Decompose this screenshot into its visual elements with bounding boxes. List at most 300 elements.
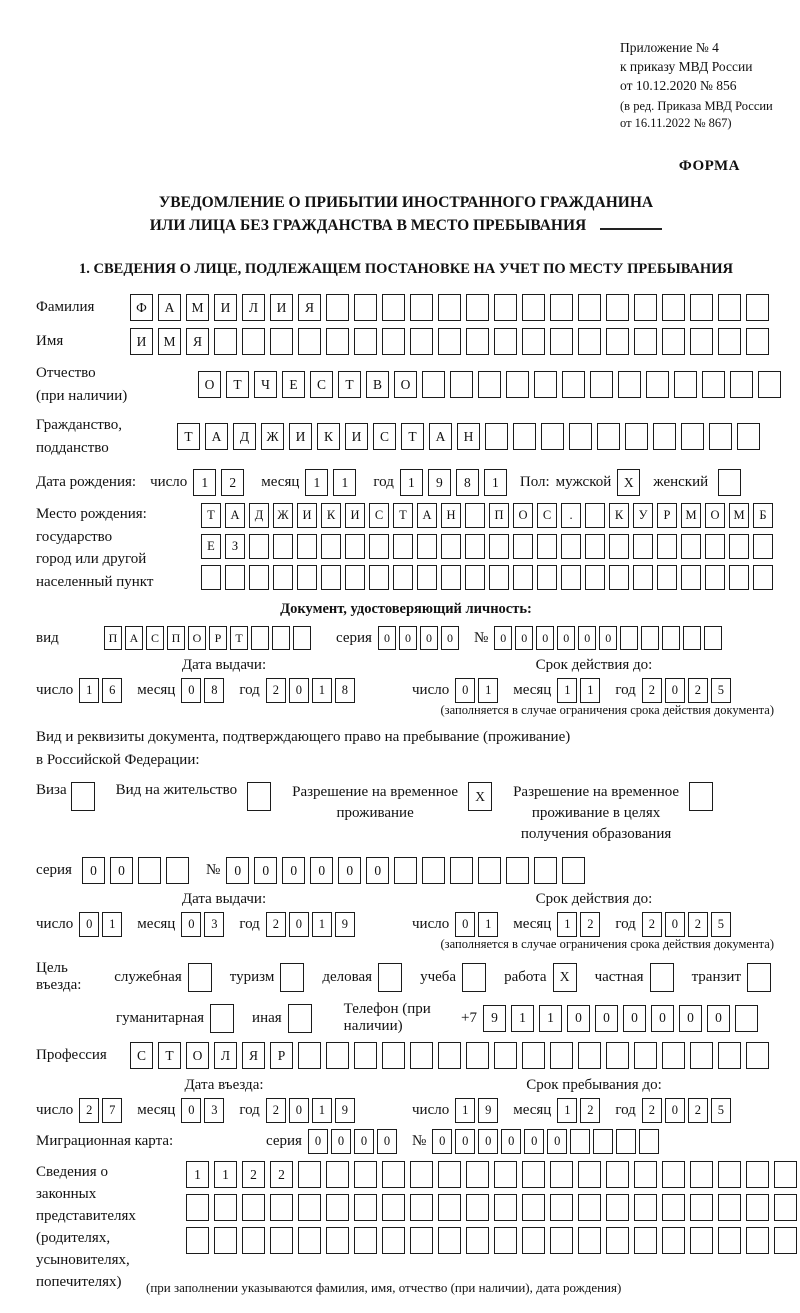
char-cell[interactable] (466, 1161, 489, 1188)
char-cell[interactable] (242, 1227, 265, 1254)
char-cell[interactable] (634, 1161, 657, 1188)
char-cell[interactable]: 1 (102, 912, 122, 937)
char-cell[interactable] (466, 1042, 489, 1069)
char-cell[interactable] (462, 963, 486, 992)
char-cell[interactable] (758, 371, 781, 398)
char-cell[interactable]: 3 (204, 912, 224, 937)
char-cell[interactable] (382, 1042, 405, 1069)
char-cell[interactable] (653, 423, 676, 450)
char-cell[interactable] (378, 963, 402, 992)
char-cell[interactable]: Т (226, 371, 249, 398)
char-cell[interactable]: 2 (266, 1098, 286, 1123)
char-cell[interactable] (249, 565, 269, 590)
char-cell[interactable] (201, 565, 221, 590)
char-cell[interactable] (657, 534, 677, 559)
char-cell[interactable]: И (214, 294, 237, 321)
char-cell[interactable] (394, 857, 417, 884)
char-cell[interactable] (625, 423, 648, 450)
char-cell[interactable]: С (310, 371, 333, 398)
char-cell[interactable]: 0 (181, 912, 201, 937)
char-cell[interactable] (561, 565, 581, 590)
char-cell[interactable] (450, 371, 473, 398)
char-cell[interactable] (466, 328, 489, 355)
char-cell[interactable] (578, 1161, 601, 1188)
char-cell[interactable] (417, 534, 437, 559)
char-cell[interactable]: Р (270, 1042, 293, 1069)
char-cell[interactable]: Б (753, 503, 773, 528)
char-cell[interactable]: 9 (478, 1098, 498, 1123)
char-cell[interactable] (690, 1161, 713, 1188)
char-cell[interactable]: У (633, 503, 653, 528)
char-cell[interactable]: А (205, 423, 228, 450)
char-cell[interactable] (288, 1004, 312, 1033)
char-cell[interactable] (774, 1161, 797, 1188)
char-cell[interactable]: 1 (557, 1098, 577, 1123)
char-cell[interactable]: 9 (483, 1005, 506, 1032)
char-cell[interactable] (634, 1194, 657, 1221)
char-cell[interactable] (410, 1161, 433, 1188)
char-cell[interactable] (326, 1042, 349, 1069)
char-cell[interactable] (578, 1194, 601, 1221)
char-cell[interactable] (186, 1194, 209, 1221)
char-cell[interactable] (634, 1042, 657, 1069)
char-cell[interactable]: Т (338, 371, 361, 398)
char-cell[interactable] (650, 963, 674, 992)
char-cell[interactable]: 1 (400, 469, 423, 496)
char-cell[interactable]: Т (230, 626, 248, 650)
char-cell[interactable]: 2 (580, 1098, 600, 1123)
char-cell[interactable] (550, 328, 573, 355)
char-cell[interactable] (534, 371, 557, 398)
char-cell[interactable]: X (617, 469, 640, 496)
char-cell[interactable] (298, 1042, 321, 1069)
char-cell[interactable]: 2 (270, 1161, 293, 1188)
char-cell[interactable] (662, 294, 685, 321)
char-cell[interactable] (410, 328, 433, 355)
char-cell[interactable] (188, 963, 212, 992)
char-cell[interactable]: О (394, 371, 417, 398)
char-cell[interactable] (494, 294, 517, 321)
char-cell[interactable]: 0 (536, 626, 554, 650)
char-cell[interactable] (438, 1227, 461, 1254)
char-cell[interactable]: П (167, 626, 185, 650)
char-cell[interactable] (270, 1194, 293, 1221)
char-cell[interactable]: А (429, 423, 452, 450)
char-cell[interactable]: 2 (688, 1098, 708, 1123)
char-cell[interactable]: 0 (282, 857, 305, 884)
char-cell[interactable]: Е (201, 534, 221, 559)
char-cell[interactable] (354, 1161, 377, 1188)
char-cell[interactable] (562, 371, 585, 398)
char-cell[interactable]: 0 (455, 678, 475, 703)
char-cell[interactable] (369, 534, 389, 559)
char-cell[interactable] (718, 1042, 741, 1069)
char-cell[interactable] (606, 1042, 629, 1069)
char-cell[interactable] (606, 1227, 629, 1254)
char-cell[interactable] (746, 1194, 769, 1221)
char-cell[interactable]: 1 (478, 912, 498, 937)
char-cell[interactable]: И (270, 294, 293, 321)
char-cell[interactable] (550, 294, 573, 321)
char-cell[interactable] (634, 1227, 657, 1254)
char-cell[interactable] (494, 328, 517, 355)
char-cell[interactable] (522, 1161, 545, 1188)
char-cell[interactable]: 8 (204, 678, 224, 703)
char-cell[interactable] (297, 565, 317, 590)
char-cell[interactable]: 0 (567, 1005, 590, 1032)
char-cell[interactable]: X (553, 963, 577, 992)
char-cell[interactable]: Я (242, 1042, 265, 1069)
char-cell[interactable] (585, 565, 605, 590)
char-cell[interactable]: Л (242, 294, 265, 321)
char-cell[interactable]: 0 (331, 1129, 351, 1154)
char-cell[interactable] (298, 1194, 321, 1221)
char-cell[interactable]: Т (158, 1042, 181, 1069)
char-cell[interactable] (466, 1194, 489, 1221)
char-cell[interactable]: Т (401, 423, 424, 450)
char-cell[interactable]: 2 (642, 912, 662, 937)
char-cell[interactable] (513, 534, 533, 559)
char-cell[interactable] (729, 534, 749, 559)
char-cell[interactable]: 1 (539, 1005, 562, 1032)
char-cell[interactable] (729, 565, 749, 590)
char-cell[interactable] (513, 423, 536, 450)
char-cell[interactable]: 1 (214, 1161, 237, 1188)
char-cell[interactable] (606, 1194, 629, 1221)
char-cell[interactable] (662, 1042, 685, 1069)
char-cell[interactable]: К (317, 423, 340, 450)
char-cell[interactable] (225, 565, 245, 590)
char-cell[interactable]: 0 (623, 1005, 646, 1032)
char-cell[interactable] (422, 857, 445, 884)
char-cell[interactable] (273, 565, 293, 590)
char-cell[interactable]: 7 (102, 1098, 122, 1123)
char-cell[interactable]: 0 (226, 857, 249, 884)
char-cell[interactable] (214, 328, 237, 355)
char-cell[interactable] (774, 1194, 797, 1221)
char-cell[interactable] (494, 1194, 517, 1221)
char-cell[interactable]: 0 (310, 857, 333, 884)
char-cell[interactable]: Р (209, 626, 227, 650)
char-cell[interactable]: 2 (642, 1098, 662, 1123)
char-cell[interactable] (704, 626, 722, 650)
char-cell[interactable]: 0 (501, 1129, 521, 1154)
char-cell[interactable] (606, 294, 629, 321)
char-cell[interactable]: 0 (524, 1129, 544, 1154)
char-cell[interactable] (633, 534, 653, 559)
char-cell[interactable]: М (681, 503, 701, 528)
char-cell[interactable]: Л (214, 1042, 237, 1069)
char-cell[interactable] (753, 565, 773, 590)
char-cell[interactable] (597, 423, 620, 450)
char-cell[interactable] (410, 1194, 433, 1221)
char-cell[interactable] (690, 1042, 713, 1069)
char-cell[interactable] (641, 626, 659, 650)
char-cell[interactable]: 0 (110, 857, 133, 884)
char-cell[interactable]: 2 (242, 1161, 265, 1188)
char-cell[interactable] (438, 294, 461, 321)
char-cell[interactable] (280, 963, 304, 992)
char-cell[interactable] (634, 294, 657, 321)
char-cell[interactable]: П (489, 503, 509, 528)
char-cell[interactable]: 9 (428, 469, 451, 496)
char-cell[interactable]: 0 (254, 857, 277, 884)
char-cell[interactable] (593, 1129, 613, 1154)
char-cell[interactable]: 1 (478, 678, 498, 703)
char-cell[interactable]: А (158, 294, 181, 321)
char-cell[interactable] (506, 857, 529, 884)
char-cell[interactable] (293, 626, 311, 650)
char-cell[interactable] (438, 1194, 461, 1221)
char-cell[interactable] (690, 1194, 713, 1221)
char-cell[interactable] (562, 857, 585, 884)
char-cell[interactable]: 1 (557, 912, 577, 937)
char-cell[interactable]: 5 (711, 912, 731, 937)
char-cell[interactable] (251, 626, 269, 650)
char-cell[interactable] (138, 857, 161, 884)
char-cell[interactable] (541, 423, 564, 450)
char-cell[interactable]: 5 (711, 678, 731, 703)
char-cell[interactable]: 2 (688, 678, 708, 703)
char-cell[interactable] (326, 1227, 349, 1254)
char-cell[interactable] (465, 565, 485, 590)
char-cell[interactable] (410, 1042, 433, 1069)
char-cell[interactable] (354, 1194, 377, 1221)
char-cell[interactable] (681, 423, 704, 450)
char-cell[interactable]: 0 (354, 1129, 374, 1154)
char-cell[interactable]: 2 (266, 678, 286, 703)
char-cell[interactable]: О (186, 1042, 209, 1069)
char-cell[interactable] (718, 1194, 741, 1221)
char-cell[interactable]: 1 (333, 469, 356, 496)
char-cell[interactable] (489, 565, 509, 590)
char-cell[interactable]: 2 (580, 912, 600, 937)
char-cell[interactable] (747, 963, 771, 992)
char-cell[interactable]: 0 (289, 912, 309, 937)
char-cell[interactable]: А (125, 626, 143, 650)
char-cell[interactable]: 1 (305, 469, 328, 496)
char-cell[interactable] (662, 1227, 685, 1254)
char-cell[interactable]: 0 (595, 1005, 618, 1032)
char-cell[interactable] (683, 626, 701, 650)
char-cell[interactable] (639, 1129, 659, 1154)
char-cell[interactable]: 1 (484, 469, 507, 496)
char-cell[interactable] (506, 371, 529, 398)
char-cell[interactable]: 8 (335, 678, 355, 703)
char-cell[interactable] (718, 1161, 741, 1188)
char-cell[interactable] (606, 328, 629, 355)
char-cell[interactable] (561, 534, 581, 559)
char-cell[interactable]: С (146, 626, 164, 650)
char-cell[interactable] (354, 1227, 377, 1254)
char-cell[interactable]: 1 (511, 1005, 534, 1032)
char-cell[interactable]: 8 (456, 469, 479, 496)
char-cell[interactable]: 0 (308, 1129, 328, 1154)
char-cell[interactable] (321, 565, 341, 590)
char-cell[interactable]: 1 (186, 1161, 209, 1188)
char-cell[interactable]: 0 (455, 912, 475, 937)
char-cell[interactable]: X (468, 782, 492, 811)
char-cell[interactable] (210, 1004, 234, 1033)
char-cell[interactable] (633, 565, 653, 590)
char-cell[interactable]: С (369, 503, 389, 528)
char-cell[interactable]: С (537, 503, 557, 528)
char-cell[interactable]: 1 (312, 1098, 332, 1123)
char-cell[interactable] (410, 294, 433, 321)
char-cell[interactable] (298, 1227, 321, 1254)
char-cell[interactable] (522, 328, 545, 355)
char-cell[interactable] (662, 1194, 685, 1221)
char-cell[interactable] (537, 534, 557, 559)
char-cell[interactable]: 0 (432, 1129, 452, 1154)
char-cell[interactable] (730, 371, 753, 398)
char-cell[interactable] (578, 328, 601, 355)
char-cell[interactable]: Д (233, 423, 256, 450)
char-cell[interactable] (585, 503, 605, 528)
char-cell[interactable] (345, 565, 365, 590)
char-cell[interactable]: М (186, 294, 209, 321)
char-cell[interactable] (494, 1161, 517, 1188)
char-cell[interactable]: Н (441, 503, 461, 528)
char-cell[interactable]: 0 (494, 626, 512, 650)
char-cell[interactable]: 3 (204, 1098, 224, 1123)
char-cell[interactable] (550, 1194, 573, 1221)
char-cell[interactable] (438, 1161, 461, 1188)
char-cell[interactable] (578, 1042, 601, 1069)
char-cell[interactable] (522, 1227, 545, 1254)
char-cell[interactable]: Ф (130, 294, 153, 321)
char-cell[interactable]: И (297, 503, 317, 528)
char-cell[interactable]: В (366, 371, 389, 398)
char-cell[interactable] (326, 294, 349, 321)
char-cell[interactable] (662, 1161, 685, 1188)
char-cell[interactable] (273, 534, 293, 559)
char-cell[interactable]: З (225, 534, 245, 559)
char-cell[interactable]: 0 (378, 626, 396, 650)
char-cell[interactable] (326, 1161, 349, 1188)
char-cell[interactable]: 0 (679, 1005, 702, 1032)
char-cell[interactable] (270, 328, 293, 355)
char-cell[interactable] (214, 1194, 237, 1221)
char-cell[interactable] (393, 534, 413, 559)
char-cell[interactable] (466, 1227, 489, 1254)
char-cell[interactable]: 2 (266, 912, 286, 937)
char-cell[interactable] (609, 565, 629, 590)
char-cell[interactable]: 0 (455, 1129, 475, 1154)
char-cell[interactable] (522, 294, 545, 321)
char-cell[interactable] (718, 328, 741, 355)
char-cell[interactable] (585, 534, 605, 559)
char-cell[interactable]: 0 (599, 626, 617, 650)
char-cell[interactable]: О (198, 371, 221, 398)
char-cell[interactable] (690, 328, 713, 355)
char-cell[interactable]: 2 (221, 469, 244, 496)
char-cell[interactable] (186, 1227, 209, 1254)
char-cell[interactable] (242, 1194, 265, 1221)
char-cell[interactable] (537, 565, 557, 590)
char-cell[interactable] (746, 1227, 769, 1254)
char-cell[interactable]: Ж (273, 503, 293, 528)
char-cell[interactable] (214, 1227, 237, 1254)
char-cell[interactable] (247, 782, 271, 811)
char-cell[interactable]: 0 (377, 1129, 397, 1154)
char-cell[interactable] (326, 1194, 349, 1221)
char-cell[interactable] (465, 503, 485, 528)
char-cell[interactable]: И (130, 328, 153, 355)
char-cell[interactable] (410, 1227, 433, 1254)
char-cell[interactable] (746, 1161, 769, 1188)
char-cell[interactable] (382, 294, 405, 321)
char-cell[interactable]: О (705, 503, 725, 528)
char-cell[interactable] (609, 534, 629, 559)
char-cell[interactable]: М (729, 503, 749, 528)
char-cell[interactable]: И (345, 503, 365, 528)
char-cell[interactable] (270, 1227, 293, 1254)
char-cell[interactable] (690, 1227, 713, 1254)
char-cell[interactable] (382, 1161, 405, 1188)
char-cell[interactable] (674, 371, 697, 398)
char-cell[interactable] (662, 328, 685, 355)
char-cell[interactable] (382, 1227, 405, 1254)
char-cell[interactable]: 6 (102, 678, 122, 703)
char-cell[interactable] (662, 626, 680, 650)
char-cell[interactable] (297, 534, 317, 559)
char-cell[interactable] (774, 1227, 797, 1254)
char-cell[interactable] (690, 294, 713, 321)
char-cell[interactable]: 0 (557, 626, 575, 650)
char-cell[interactable]: 0 (399, 626, 417, 650)
char-cell[interactable] (382, 1194, 405, 1221)
char-cell[interactable]: А (417, 503, 437, 528)
char-cell[interactable] (681, 534, 701, 559)
char-cell[interactable] (249, 534, 269, 559)
char-cell[interactable]: 1 (455, 1098, 475, 1123)
char-cell[interactable] (494, 1042, 517, 1069)
char-cell[interactable]: 0 (651, 1005, 674, 1032)
char-cell[interactable]: 0 (515, 626, 533, 650)
char-cell[interactable] (298, 1161, 321, 1188)
char-cell[interactable]: 0 (181, 1098, 201, 1123)
char-cell[interactable] (494, 1227, 517, 1254)
char-cell[interactable]: Е (282, 371, 305, 398)
char-cell[interactable]: 1 (312, 912, 332, 937)
char-cell[interactable]: 0 (578, 626, 596, 650)
char-cell[interactable] (569, 423, 592, 450)
char-cell[interactable] (166, 857, 189, 884)
char-cell[interactable]: Н (457, 423, 480, 450)
char-cell[interactable] (441, 534, 461, 559)
char-cell[interactable] (578, 1227, 601, 1254)
char-cell[interactable]: Я (298, 294, 321, 321)
char-cell[interactable] (393, 565, 413, 590)
char-cell[interactable] (465, 534, 485, 559)
char-cell[interactable]: 0 (547, 1129, 567, 1154)
char-cell[interactable] (550, 1042, 573, 1069)
char-cell[interactable] (705, 565, 725, 590)
char-cell[interactable] (369, 565, 389, 590)
char-cell[interactable] (746, 1042, 769, 1069)
char-cell[interactable]: 0 (707, 1005, 730, 1032)
char-cell[interactable]: О (513, 503, 533, 528)
char-cell[interactable] (550, 1227, 573, 1254)
char-cell[interactable] (354, 294, 377, 321)
char-cell[interactable] (746, 294, 769, 321)
char-cell[interactable] (417, 565, 437, 590)
char-cell[interactable] (702, 371, 725, 398)
char-cell[interactable] (689, 782, 713, 811)
char-cell[interactable]: О (188, 626, 206, 650)
char-cell[interactable]: П (104, 626, 122, 650)
